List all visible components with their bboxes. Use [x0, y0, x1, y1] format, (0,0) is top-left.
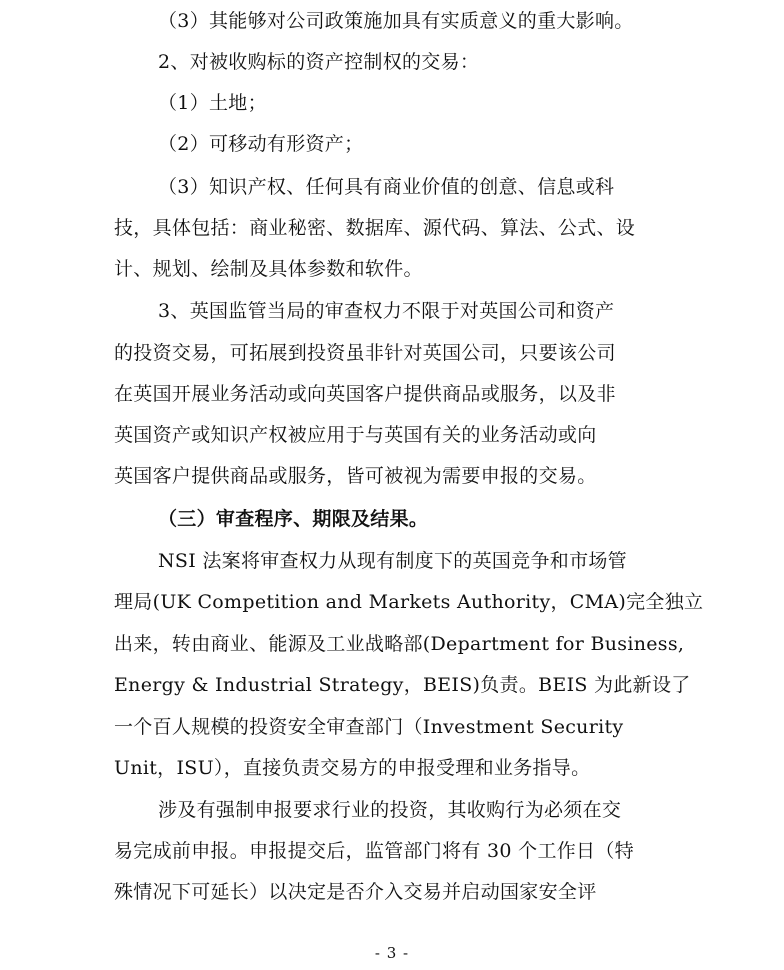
text-line-12: 英国客户提供商品或服务，皆可被视为需要申报的交易。: [114, 465, 597, 487]
text-line-9: 的投资交易，可拓展到投资虽非针对英国公司，只要该公司: [114, 342, 616, 364]
text-line-4: （2）可移动有形资产；: [158, 133, 364, 155]
text-line-15: 理局(UK Competition and Markets Authority，CMA)完全独立: [114, 591, 704, 613]
text-line-21: 易完成前申报。申报提交后，监管部门将有 30 个工作日（特: [114, 840, 634, 862]
section-heading: （三）审查程序、期限及结果。: [158, 508, 429, 530]
text-line-19: Unit，ISU），直接负责交易方的申报受理和业务指导。: [114, 757, 591, 779]
text-line-8: 3、英国监管当局的审查权力不限于对英国公司和资产: [158, 300, 615, 322]
text-line-22: 殊情况下可延长）以决定是否介入交易并启动国家安全评: [114, 881, 597, 903]
text-line-3: （1）土地；: [158, 92, 267, 114]
text-line-14: NSI 法案将审查权力从现有制度下的英国竞争和市场管: [158, 550, 627, 572]
text-line-17: Energy & Industrial Strategy，BEIS)负责。BEIS 为此新设了: [114, 674, 691, 696]
text-line-6: 技，具体包括：商业秘密、数据库、源代码、算法、公式、设: [114, 217, 636, 239]
text-line-10: 在英国开展业务活动或向英国客户提供商品或服务，以及非: [114, 383, 616, 405]
text-line-5: （3）知识产权、任何具有商业价值的创意、信息或科: [158, 176, 615, 198]
text-line-20: 涉及有强制申报要求行业的投资，其收购行为必须在交: [158, 799, 622, 821]
text-line-7: 计、规划、绘制及具体参数和软件。: [114, 258, 423, 280]
text-line-2: 2、对被收购标的资产控制权的交易：: [158, 51, 480, 73]
text-line-11: 英国资产或知识产权被应用于与英国有关的业务活动或向: [114, 424, 597, 446]
page-number: - 3 -: [374, 944, 410, 962]
text-line-16: 出来，转由商业、能源及工业战略部(Department for Business,: [114, 633, 685, 655]
text-line-1: （3）其能够对公司政策施加具有实质意义的重大影响。: [158, 10, 634, 32]
text-line-18: 一个百人规模的投资安全审查部门（Investment Security: [114, 716, 624, 738]
